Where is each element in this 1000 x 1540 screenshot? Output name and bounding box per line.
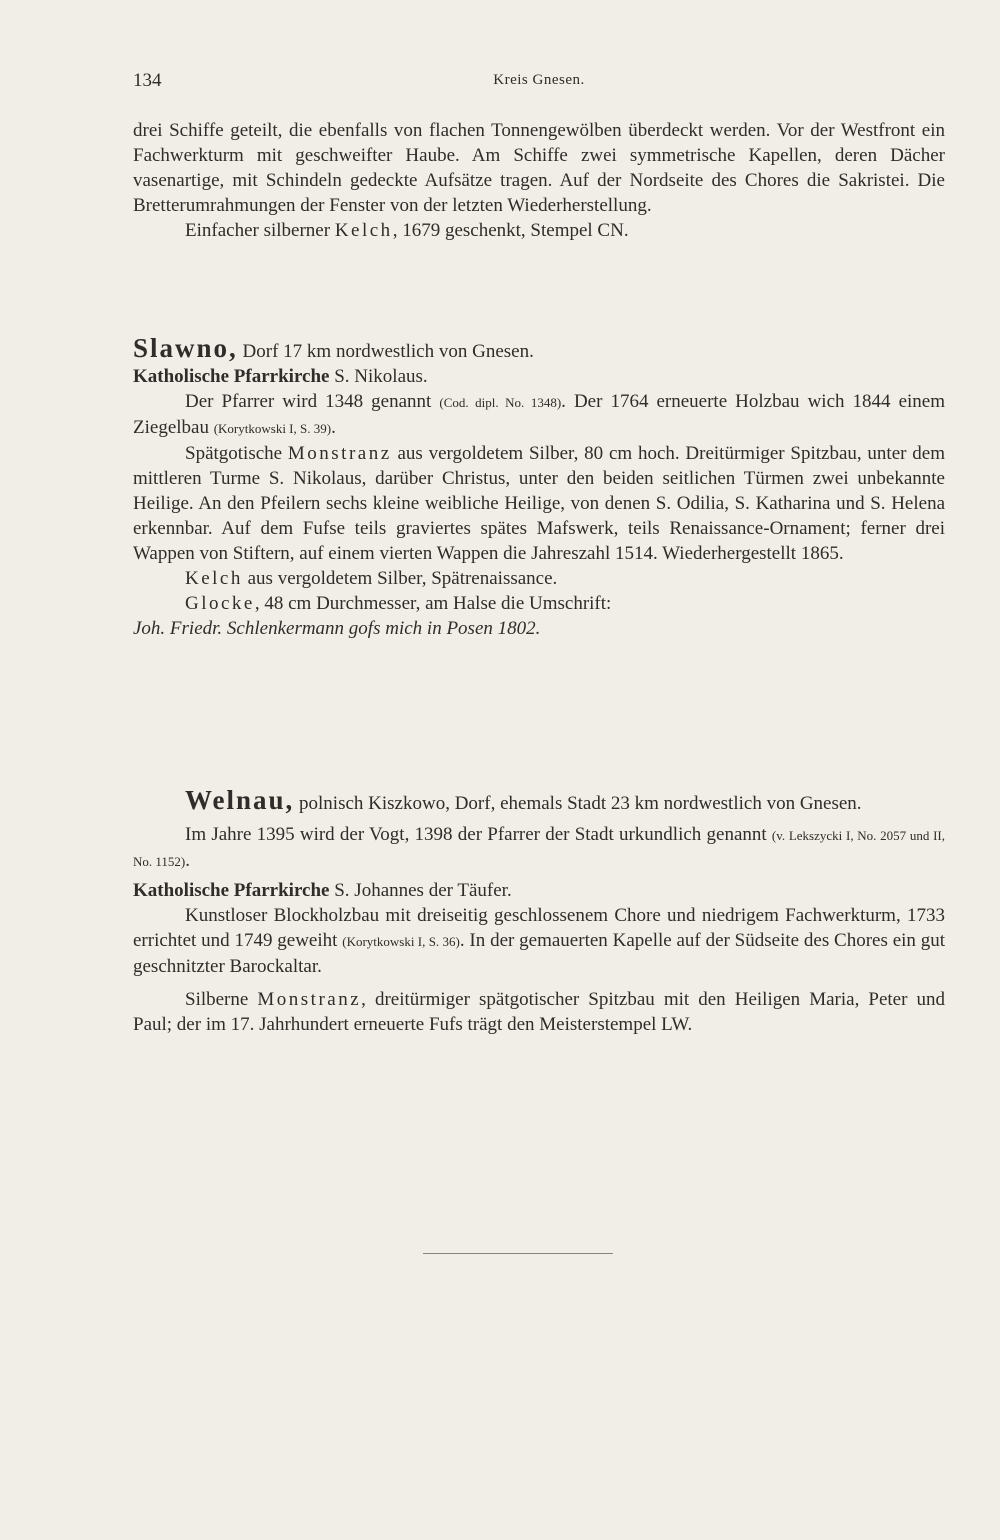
text: Spätgotische	[185, 443, 288, 464]
church-title: Katholische Pfarrkirche	[133, 880, 330, 901]
place-name: Slawno,	[133, 333, 238, 363]
church-heading	[133, 364, 945, 389]
reference: (Korytkowski I, S. 39)	[213, 421, 332, 436]
text: . In der gemauerten Kapelle auf der Südseite des Chores ein gut geschnitzter Barockaltar.	[133, 930, 946, 977]
text: , 48 cm Durchmesser, am Halse die Umschrift:	[254, 593, 612, 614]
text: Einfacher silberner	[185, 220, 335, 241]
text: Silberne	[185, 989, 258, 1010]
reference: (Cod. dipl. No. 1348)	[439, 395, 562, 410]
bell-inscription: Joh. Friedr. Schlenkermann gofs mich in Posen 1802.	[133, 618, 541, 639]
object-term: Glocke	[185, 593, 255, 614]
paragraph	[133, 822, 945, 874]
paragraph: drei Schiffe geteilt, die ebenfalls von flachen Tonnengewölben überdeckt werden. Vor der Westfront ein Fachwerkturm mit geschweifter Haube. Am Schiffe zwei symmetrische Kapellen, deren Dächer vasenartige, mit Schindeln gedeckte Aufsätze tragen. Auf der Nordseite des Chores die Sakristei. Die Bretterumrahmungen der Fenster von der letzten Wiederherstellung.	[133, 120, 945, 216]
paragraph	[133, 441, 945, 566]
text: aus vergoldetem Silber, Spätrenaissance.	[242, 568, 558, 589]
church-title: Katholische Pfarrkirche	[133, 366, 330, 387]
text: , 1679 geschenkt, Stempel CN.	[392, 220, 629, 241]
text: Kunstloser Blockholzbau mit dreiseitig geschlossenem Chore und niedrigem Fachwerkturm, 1733 errichtet und 1749 geweiht	[133, 905, 945, 951]
paragraph	[133, 591, 945, 616]
text: , dreitürmiger spätgotischer Spitzbau mit den Heiligen Maria, Peter und Paul; der im 17. Jahrhundert erneuerte Fufs trägt den Meisterstempel LW.	[133, 989, 945, 1035]
object-term: Kelch	[334, 220, 393, 241]
paragraph	[133, 987, 945, 1037]
text: . Der 1764 erneuerte Holzbau wich 1844 einem Ziegelbau	[133, 391, 945, 438]
church-dedication: S. Nikolaus.	[329, 366, 428, 387]
text: .	[331, 417, 336, 438]
page-number: 134	[133, 70, 162, 91]
text: Im Jahre 1395 wird der Vogt, 1398 der Pfarrer der Stadt urkundlich genannt	[185, 824, 772, 845]
previous-entry	[133, 118, 945, 243]
church-heading	[133, 878, 945, 903]
place-description: polnisch Kiszkowo, Dorf, ehemals Stadt 23 km nordwestlich von Gnesen.	[294, 793, 862, 814]
paragraph	[133, 389, 945, 441]
entry-heading	[133, 785, 945, 816]
reference: (v. Lekszycki I, No. 2057 und II, No. 1152)	[133, 828, 945, 869]
page-header	[133, 70, 945, 100]
text: .	[185, 850, 190, 871]
end-rule	[423, 1253, 613, 1254]
reference: (Korytkowski I, S. 36)	[342, 934, 460, 949]
paragraph	[133, 903, 945, 979]
church-dedication: S. Johannes der Täufer.	[329, 880, 512, 901]
object-term: Monstranz	[257, 989, 362, 1010]
running-title: Kreis Gnesen.	[493, 72, 585, 88]
entry-welnau	[133, 785, 946, 1037]
object-term: Kelch	[185, 568, 243, 589]
paragraph	[133, 218, 945, 243]
text: Der Pfarrer wird 1348 genannt	[185, 391, 440, 412]
paragraph	[133, 566, 945, 591]
entry-slawno	[133, 333, 945, 641]
place-description: Dorf 17 km nordwestlich von Gnesen.	[237, 341, 534, 362]
place-name: Welnau,	[185, 785, 295, 815]
text: aus vergoldetem Silber, 80 cm hoch. Dreitürmiger Spitzbau, unter dem mittleren Turme S. Nikolaus, darüber Christus, unter den beiden seitlichen Türmen zwei unbekannte Heilige. An den Pfeilern sechs kleine weibliche Heilige, von denen S. Odilia, S. Katharina und S. Helena erkennbar. Auf dem Fufse teils graviertes spätes Mafswerk, teils Renaissance-Ornament; ferner drei Wappen von Stiftern, auf einem vierten Wappen die Jahreszahl 1514. Wiederhergestellt 1865.	[133, 443, 945, 564]
object-term: Monstranz	[287, 443, 392, 464]
entry-heading	[133, 333, 945, 364]
